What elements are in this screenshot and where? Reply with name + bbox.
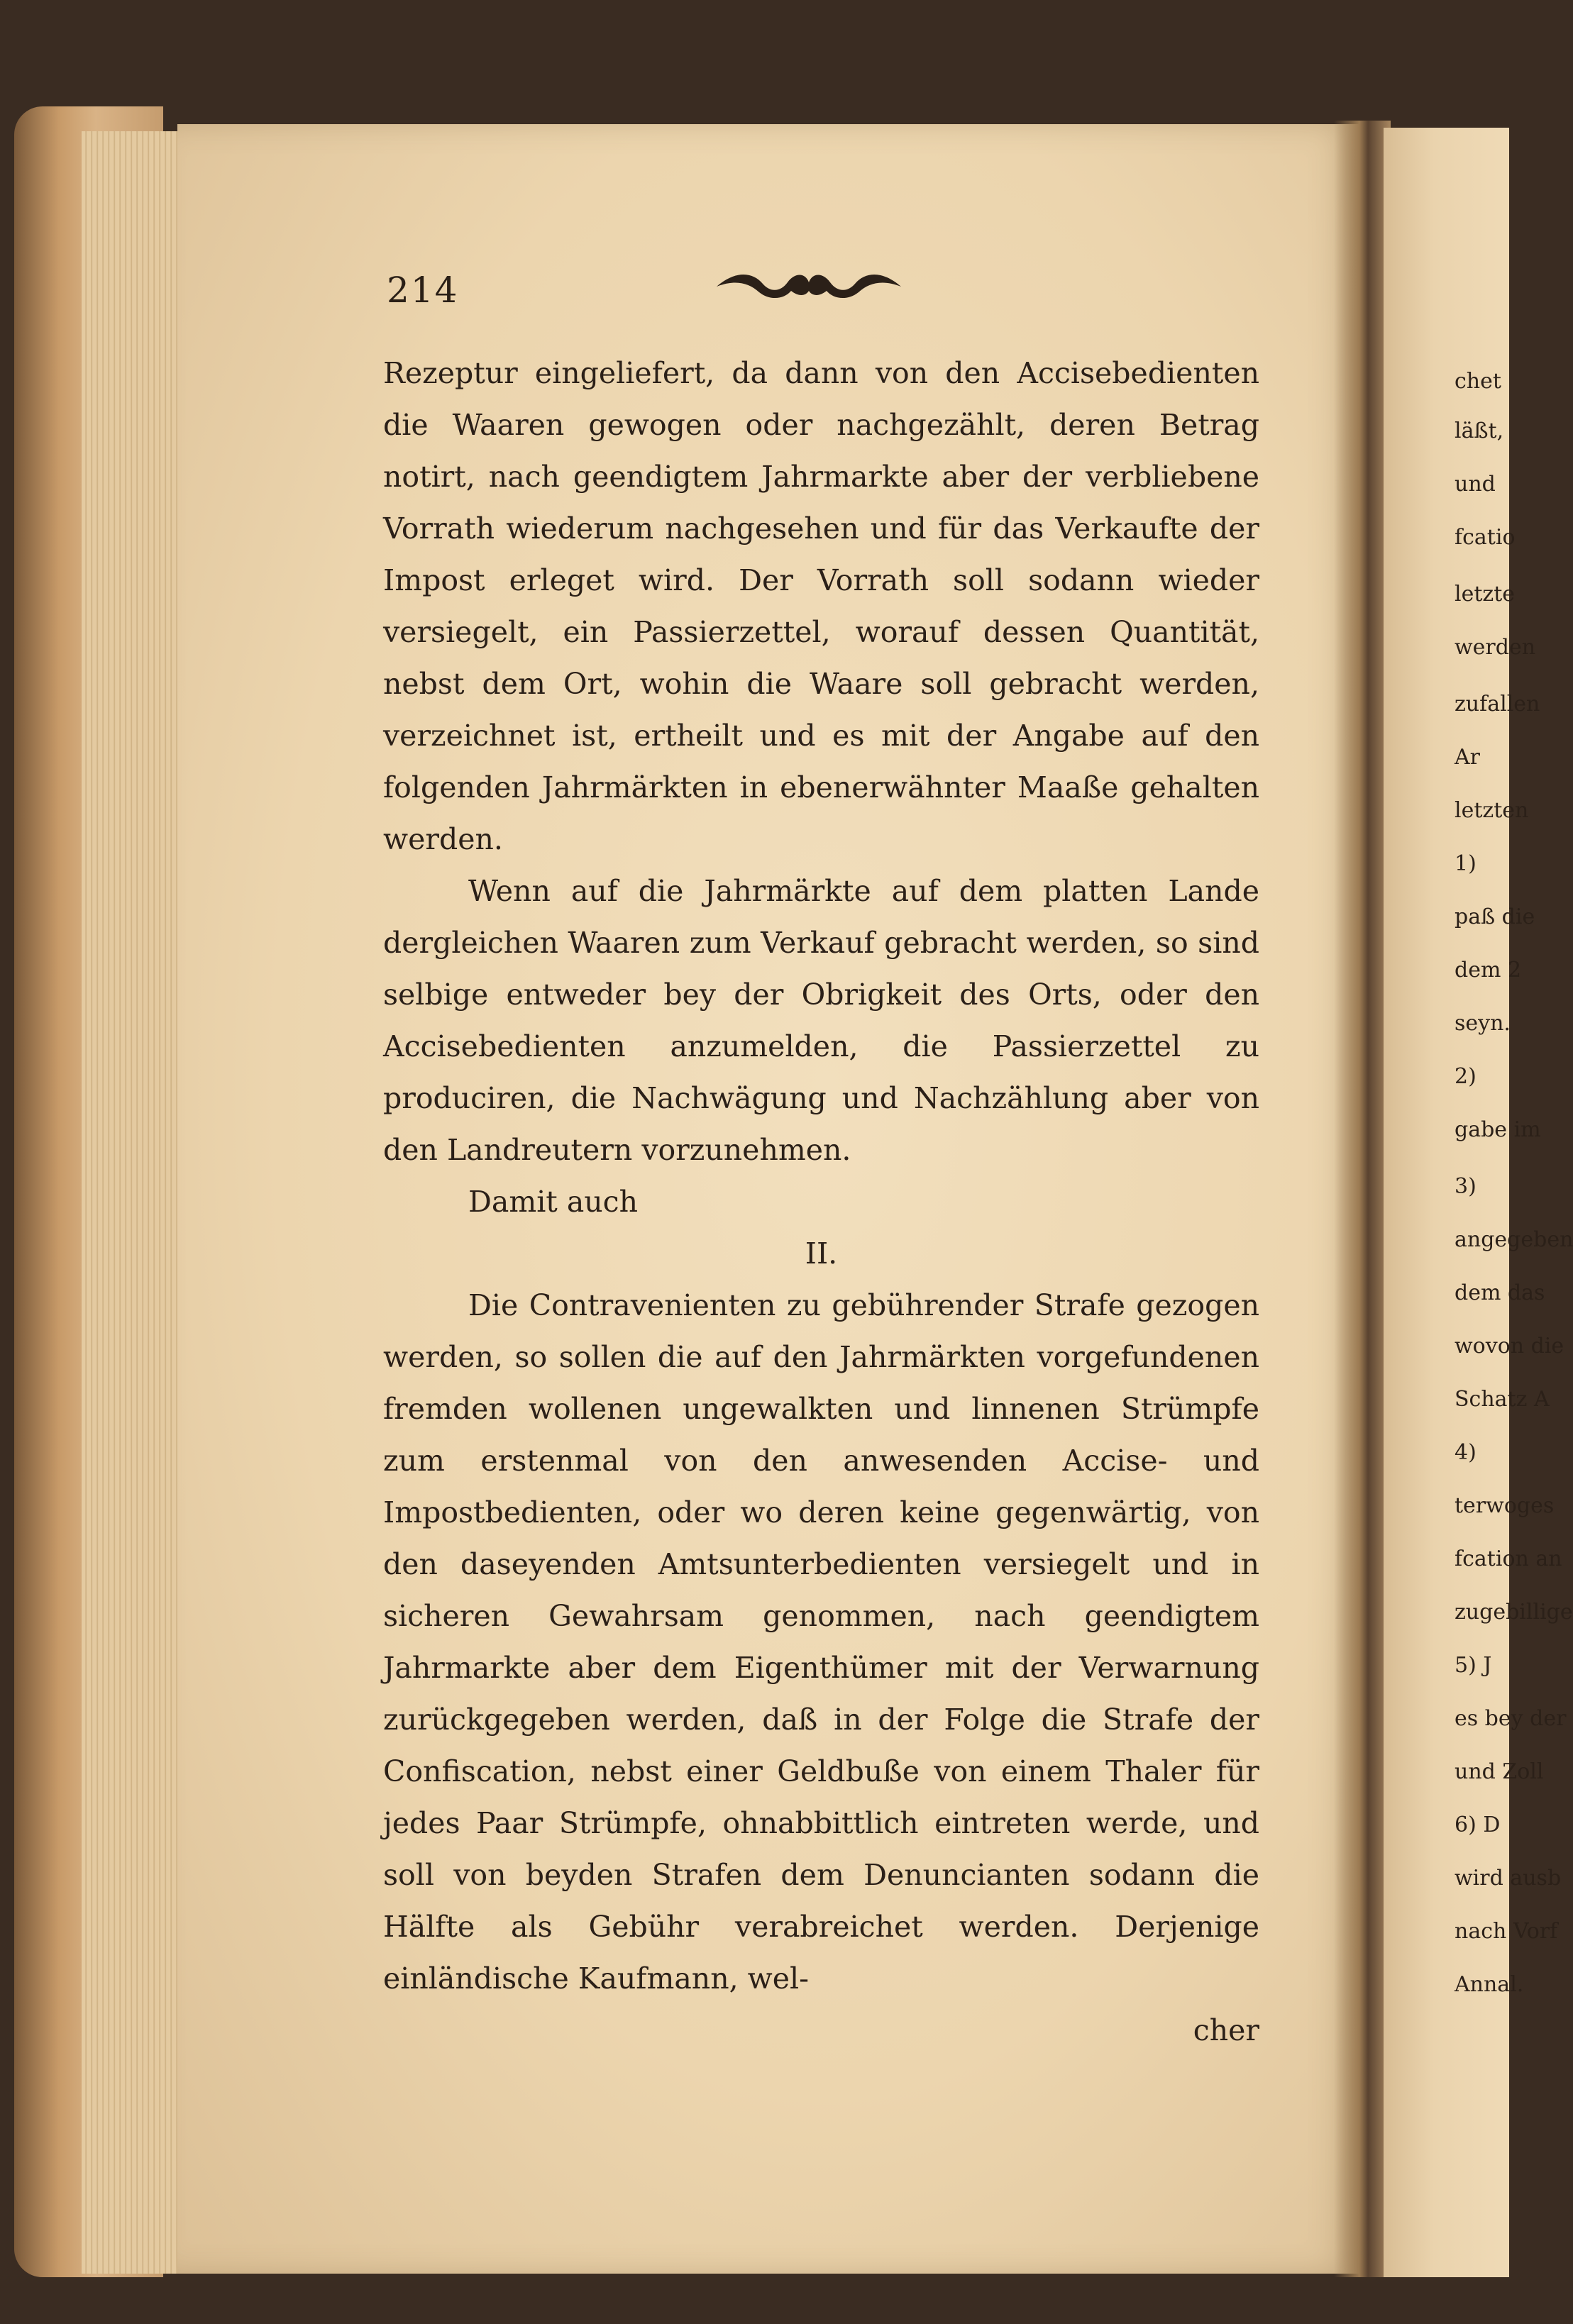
- right-page-fragment: wovon die: [1455, 1334, 1564, 1359]
- right-page-fragment: terwoges: [1455, 1493, 1555, 1518]
- paragraph-1: Rezeptur eingeliefert, da dann von den Accisebedienten die Waaren gewogen oder nachgezählt, deren Betrag notirt, nach geendigtem Jahrmarkte aber der verbliebene Vorrath wiederum nachgesehen und für das Verkaufte der Impost erleget wird. Der Vorrath soll sodann wieder versiegelt, ein Passierzettel, worauf dessen Quantität, nebst dem Ort, wohin die Waare soll gebracht werden, verzeichnet ist, ertheilt und es mit der Angabe auf den folgenden Jahrmärkten in ebenerwähnter Maaße gehalten werden.: [383, 356, 1259, 856]
- right-page-fragment: 6) D: [1455, 1813, 1501, 1837]
- right-page-fragment: zufallen: [1455, 692, 1540, 716]
- right-page-fragment: zugebillige: [1455, 1600, 1573, 1625]
- paragraph-2: Wenn auf die Jahrmärkte auf dem platten Lande dergleichen Waaren zum Verkauf gebracht werden, so sind selbige entweder bey der Obrigkeit des Orts, oder den Accisebedienten anzumelden, die Passierzettel zu produciren, die Nachwägung und Nachzählung aber von den Landreutern vorzunehmen.: [383, 874, 1259, 1167]
- right-page-fragment: 2): [1455, 1064, 1477, 1089]
- right-page-edge: [1384, 128, 1509, 2277]
- section-number: II.: [805, 1236, 838, 1271]
- right-page-fragment: 5) J: [1455, 1653, 1492, 1678]
- page-edges: [82, 131, 181, 2274]
- catchword: cher: [1193, 2013, 1259, 2047]
- page-number: 214: [387, 270, 459, 311]
- right-page-fragment: und: [1455, 472, 1496, 497]
- right-page-fragment: 4): [1455, 1440, 1477, 1465]
- right-page-fragment: seyn.: [1455, 1011, 1511, 1036]
- right-page-fragment: Ar: [1455, 745, 1481, 770]
- right-page-fragment: gabe im: [1455, 1117, 1541, 1142]
- right-page-fragment: es bey der: [1455, 1706, 1567, 1731]
- right-page-fragment: paß die: [1455, 904, 1535, 929]
- paragraph-4: Die Contravenienten zu gebührender Strafe gezogen werden, so sollen die auf den Jahrmärkten vorgefundenen fremden wollenen ungewalkten und linnenen Strümpfe zum erstenmal von den anwesenden Accise- und Impostbedienten, oder wo deren keine gegenwärtig, von den daseyenden Amtsunterbedienten versiegelt und in sicheren Gewahrsam genommen, nach geendigtem Jahrmarkte aber dem Eigenthümer mit der Verwarnung zurückgegeben werden, daß in der Folge die Strafe der Confiscation, nebst einer Geldbuße von einem Thaler für jedes Paar Strümpfe, ohnabbittlich eintreten werde, und soll von beyden Strafen dem Denuncianten sodann die Hälfte als Gebühr verabreichet werden. Derjenige einländische Kaufmann, wel-: [383, 1288, 1259, 1996]
- right-page-fragment: dem das: [1455, 1280, 1545, 1305]
- text-block: [383, 348, 1259, 2057]
- right-page-fragment: 3): [1455, 1174, 1477, 1199]
- right-page-fragment: fcation an: [1455, 1546, 1562, 1571]
- right-page-fragment: 1): [1455, 851, 1477, 876]
- right-page-fragment: letzte: [1455, 582, 1516, 607]
- right-page-fragment: fcatio: [1455, 525, 1516, 550]
- right-page-fragment: und Zoll: [1455, 1759, 1544, 1784]
- printer-ornament-icon: [713, 264, 905, 306]
- book-gutter: [1334, 121, 1391, 2277]
- right-page-fragment: Schatz A: [1455, 1387, 1550, 1412]
- right-page-fragment: läßt,: [1455, 419, 1504, 443]
- right-page-fragment: werden: [1455, 635, 1536, 660]
- right-page-fragment: nach Vorf: [1455, 1919, 1558, 1944]
- right-page-fragment: chet: [1455, 369, 1501, 394]
- right-page-fragment: dem 2: [1455, 958, 1522, 983]
- right-page-fragment: letzten: [1455, 798, 1529, 823]
- paragraph-3: Damit auch: [468, 1185, 639, 1219]
- right-page-fragment: wird ausb: [1455, 1866, 1562, 1891]
- right-page-fragment: angegeben: [1455, 1227, 1573, 1252]
- right-page-fragment: Annal.: [1455, 1972, 1524, 1997]
